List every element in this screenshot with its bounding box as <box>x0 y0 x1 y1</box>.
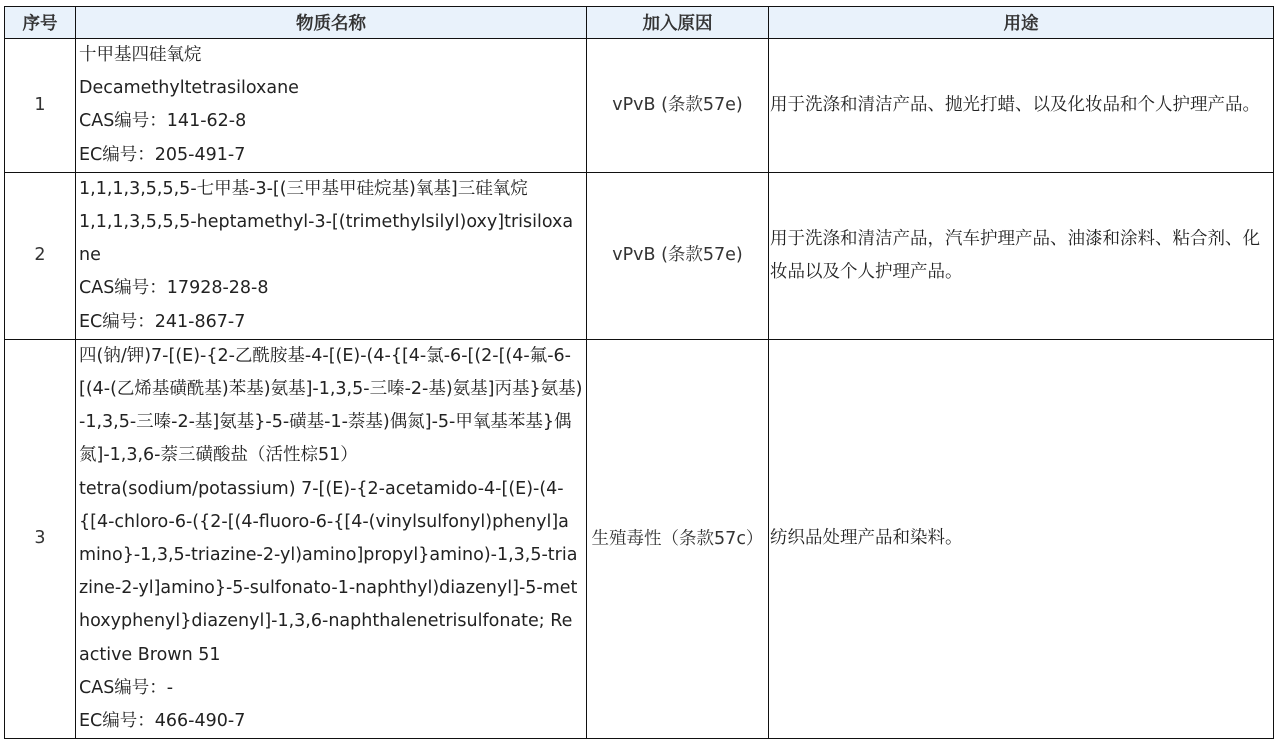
table-row <box>5 39 1274 173</box>
header-no: 序号 <box>5 7 76 39</box>
row-number: 1 <box>5 39 76 173</box>
substance-table <box>4 6 1274 739</box>
substance-name-cn: 十甲基四硅氧烷 <box>79 45 202 65</box>
use-cell: 纺织品处理产品和染料。 <box>769 339 1274 738</box>
header-substance-name: 物质名称 <box>76 7 587 39</box>
header-reason: 加入原因 <box>587 7 769 39</box>
table-row <box>5 172 1274 339</box>
reason-cell: vPvB (条款57e) <box>587 172 769 339</box>
ec-number: EC编号：241-867-7 <box>79 311 246 332</box>
substance-name-cn: 四(钠/钾)7-[(E)-{2-乙酰胺基-4-[(E)-(4-{[4-氯-6-[(2-[(4-氟-6-[(4-(乙烯基磺酰基)苯基)氨基]-1,3,5-三嗪-2-基)氨基]丙基}氨基)-1,3,5-三嗪-2-基]氨基}-5-磺基-1-萘基)偶氮]-5-甲氧基苯基}偶氮]-1,3,6-萘三磺酸盐（活性棕51） <box>79 345 583 466</box>
cas-number: CAS编号：- <box>79 677 174 698</box>
substance-name-cell <box>76 39 587 173</box>
ec-number: EC编号：466-490-7 <box>79 711 246 732</box>
substance-name-en: Decamethyltetrasiloxane <box>79 78 299 99</box>
header-use: 用途 <box>769 7 1274 39</box>
use-cell: 用于洗涤和清洁产品、抛光打蜡、以及化妆品和个人护理产品。 <box>769 39 1274 173</box>
reason-cell: 生殖毒性（条款57c） <box>587 339 769 738</box>
reason-cell: vPvB (条款57e) <box>587 39 769 173</box>
substance-name-en: 1,1,1,3,5,5,5-heptamethyl-3-[(trimethylsilyl)oxy]trisiloxane <box>79 212 574 266</box>
use-cell: 用于洗涤和清洁产品，汽车护理产品、油漆和涂料、粘合剂、化妆品以及个人护理产品。 <box>769 172 1274 339</box>
cas-number: CAS编号：17928-28-8 <box>79 278 269 299</box>
table-header-row <box>5 7 1274 39</box>
row-number: 3 <box>5 339 76 738</box>
substance-name-cell <box>76 172 587 339</box>
table-row <box>5 339 1274 738</box>
cas-number: CAS编号：141-62-8 <box>79 111 247 132</box>
ec-number: EC编号：205-491-7 <box>79 144 246 165</box>
substance-name-en: tetra(sodium/potassium) 7-[(E)-{2-acetamido-4-[(E)-(4-{[4-chloro-6-({2-[(4-fluoro-6-{[4-(vinylsulfonyl)phenyl]amino}-1,3,5-triazine-2-yl)amino]propyl}amino)-1,3,5-triazine-2-yl]amino}-5-sulfonato-1-naphthyl)diazenyl]-5-methoxyphenyl}diazenyl]-1,3,6-naphthalenetrisulfonate; Reactive Brown 51 <box>79 478 578 665</box>
row-number: 2 <box>5 172 76 339</box>
substance-name-cn: 1,1,1,3,5,5,5-七甲基-3-[(三甲基甲硅烷基)氧基]三硅氧烷 <box>79 178 528 199</box>
substance-name-cell <box>76 339 587 738</box>
